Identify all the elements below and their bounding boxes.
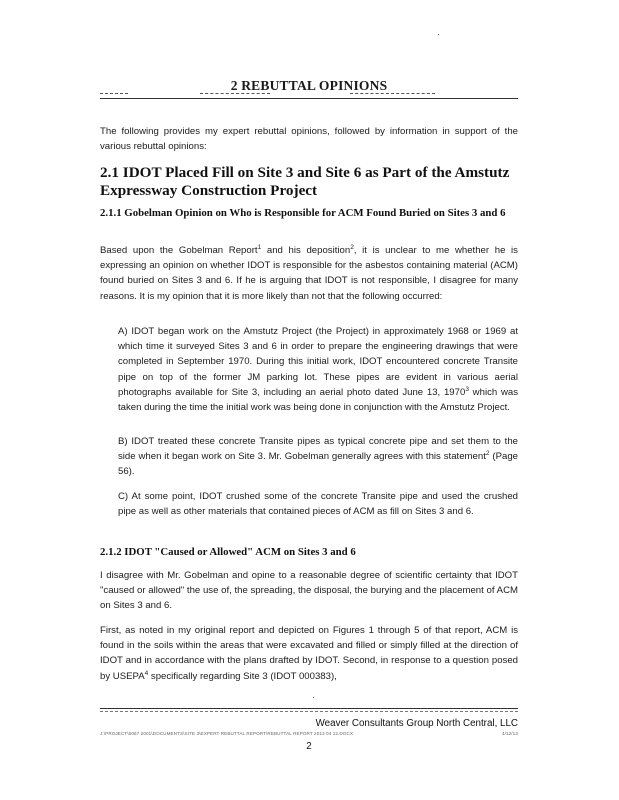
scan-speck <box>438 34 439 35</box>
list-item-b <box>118 434 518 480</box>
scan-speck <box>313 697 314 698</box>
footnote-ref: 2 <box>485 450 490 458</box>
section-heading: 2 REBUTTAL OPINIONS <box>230 78 388 93</box>
footnote-ref: 3 <box>465 385 469 393</box>
list-item-a <box>118 324 518 415</box>
document-date: 4/12/13 <box>501 731 518 736</box>
list-item-text: (Page 56). <box>118 451 518 478</box>
paragraph-text: Based upon the Gobelman Report <box>100 245 258 256</box>
list-item-c: C) At some point, IDOT crushed some of the concrete Transite pipe and used the crushed pipe as well as other materials that contained pieces of ACM as fill on Sites 3 and 6. <box>118 491 518 518</box>
heading-rule <box>100 98 518 99</box>
document-path-text: J:\PROJECT\5067 2001\DOCUMENTS\SITE 3\EXPERT REBUTTAL REPORT\REBUTTAL REPORT 2013 04 12.DOCX <box>100 731 354 736</box>
list-item-text: B) IDOT treated these concrete Transite pipes as typical concrete pipe and set them to the side when it began work on Site 3. Mr. Gobelman generally agrees with this statement <box>118 436 518 463</box>
paragraph-text: , it is unclear to me whether he is expressing an opinion on whether IDOT is responsible for the asbestos containing material (ACM) found buried on Sites 3 and 6. If he is arguing that IDOT is not responsible, I disagree for many reasons. It is my opinion that it is more likely than not that the following occurred: <box>100 245 518 302</box>
heading-underline-dash <box>100 93 128 94</box>
heading-underline-dash <box>350 93 435 94</box>
subsection-2-1-1-heading: 2.1.1 Gobelman Opinion on Who is Responsible for ACM Found Buried on Sites 3 and 6 <box>100 207 506 219</box>
list-item-text: A) IDOT began work on the Amstutz Project (the Project) in approximately 1968 or 1969 at which time it surveyed Sites 3 and 6 in order to prepare the engineering drawings that were completed in September 1970. During this initial work, IDOT encountered concrete Transite pipe on top of the former JM parking lot. These pipes are evident in various aerial photographs available for Site 3, including an aerial photo dated June 13, 1970 <box>118 326 518 398</box>
footer-company-name: Weaver Consultants Group North Central, LLC <box>315 718 518 729</box>
list-item-text: which was taken during the time the initial work was being done in conjunction with the Amstutz Project. <box>118 386 519 414</box>
subsection-2-1-heading: 2.1 IDOT Placed Fill on Site 3 and Site 6 as Part of the Amstutz Expressway Construction Project <box>100 164 510 199</box>
footnote-ref: 1 <box>257 243 262 251</box>
intro-paragraph: The following provides my expert rebuttal opinions, followed by information in support of the various rebuttal opinions: <box>100 126 518 153</box>
footnote-ref: 2 <box>350 243 354 251</box>
paragraph-text: specifically regarding Site 3 (IDOT 000383), <box>148 670 337 682</box>
heading-underline-dash <box>200 93 270 94</box>
footer-document-path <box>100 731 518 736</box>
caused-or-allowed-paragraph: I disagree with Mr. Gobelman and opine to a reasonable degree of scientific certainty that IDOT "caused or allowed" the use of, the spreading, the disposal, the burying and the placement of ACM on Sites 3 and 6. <box>100 570 518 612</box>
footer-rule-dashed <box>100 711 518 712</box>
gobelman-opinion-paragraph <box>100 243 518 304</box>
paragraph-text: and his deposition <box>261 245 351 256</box>
subsection-2-1-2-heading: 2.1.2 IDOT "Caused or Allowed" ACM on Sites 3 and 6 <box>100 546 356 558</box>
footer-rule <box>100 708 518 709</box>
first-second-paragraph <box>100 623 518 684</box>
paragraph-text: First, as noted in my original report and depicted on Figures 1 through 5 of that report, ACM is found in the soils within the areas that were excavated and filled or simply filled at the direction of IDOT and in accordance with the plans drafted by IDOT. Second, in response to a question posed by USEPA <box>100 625 518 682</box>
page-number: 2 <box>306 741 312 752</box>
footnote-ref: 4 <box>144 669 149 677</box>
